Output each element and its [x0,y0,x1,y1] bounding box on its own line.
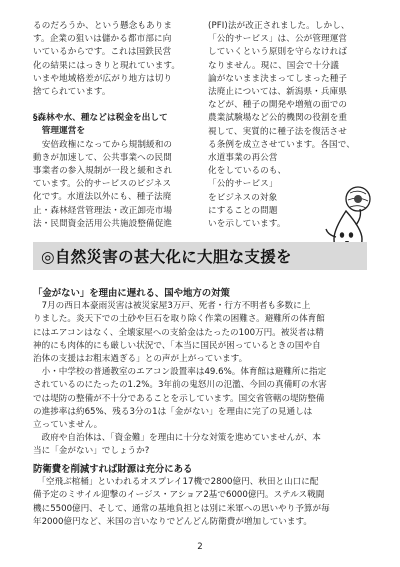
text-line: 機に5500億円、そして、通常の基地負担とは別に米軍への思いやり予算が毎 [33,503,330,514]
text-line: の進捗率は約65%、残る3分の1は「金がない」を理由に完了の見通しは [33,406,313,417]
text-line: 法・民間資金活用公共施設整備促進 [33,218,173,229]
text-line: 当に「金がない」でしょうか? [33,446,150,457]
item-heading-forest-water-seeds [33,112,198,138]
text-line: 止・森林経営管理法・改正卸売市場 [33,205,173,216]
text-line: いているからです。これは国鉄民営 [33,47,172,58]
text-line: 事業者の参入規制が一段と緩和され [33,166,173,177]
text-line: 農業試験場など公的機関の役割を重 [208,113,348,124]
section-banner [33,242,367,270]
text-line: 化をしているのも、 [208,166,287,177]
text-line: 治体の支援はお粗末過ぎる」との声が上がっています。 [33,354,248,365]
text-line: では堤防の整備が不十分であることを示しています。国交省管轄の堤防整備 [33,393,325,404]
text-line: 法廃止については、新潟県・兵庫県 [208,87,347,98]
text-line: 化です。水道法以外にも、種子法廃 [33,192,172,203]
text-line: されているのにたったの1.2%。3年前の鬼怒川の氾濫、今回の真備町の水害 [33,380,327,391]
text-line: 視して、実質的に種子法を復活させ [208,126,347,137]
text-line: 備予定のミサイル迎撃のイージス・アショア2基で6000億円。ステルス戦闘 [33,490,325,501]
text-line: 安倍政権になってから規制緩和の [33,139,173,150]
item-body-paragraph [33,139,198,231]
right-paragraph [208,20,373,152]
section-body [33,476,367,529]
text-line: りました。炎天下での土砂や巨石を取り除く作業の困難さ。避難所の体育館 [33,314,325,325]
page-number: 2 [197,542,203,552]
text-line: 論がないまま決まってしまった種子 [208,73,348,84]
text-line: いまや地域格差が広がり地方は切り [33,73,173,84]
section-defense-budget [33,463,367,529]
text-line: 動きが加速して、公共事業への民間 [33,152,172,163]
text-line: などが、種子の開発や増殖の面での [208,100,348,111]
text-line: 「空飛ぶ棺桶」といわれるオスプレイ17機で2800億円、秋田と山口に配 [33,477,319,488]
text-line: にすることの問題 [208,205,278,216]
left-intro-paragraph [33,20,198,99]
text-line: 水道事業の再公営 [208,153,278,164]
text-line: にはエアコンはなく、全壊家屋への支給金はたったの100万円。被災者は精 [33,327,324,338]
text-line: (PFI)法が改正されました。しかし、 [208,21,350,31]
text-line: す。企業の狙いは儲かる都市部に向 [33,34,172,45]
text-line: 「公的サービス」 [208,179,278,190]
text-line: いを示しています。 [208,219,286,230]
text-line: 7月の西日本豪雨災害は被災家屋3万戸、死者・行方不明者も多数に上 [33,301,311,312]
text-line: 管理運営を [33,126,86,137]
text-line: をビジネスの対象 [208,192,278,203]
left-column [33,20,198,231]
text-line: していくという原則を守らなければ [208,47,348,58]
text-line: ています。公的サービスのビジネス [33,179,172,190]
section-disaster-funding [33,287,367,459]
text-line: 神的にも肉体的にも厳しい状況で、「本当に国民が困っているときの国や自 [33,340,321,351]
text-line: 捨てられています。 [33,87,111,98]
text-line: る条例を成立させています。各国で、 [208,139,355,150]
text-line: §森林や水、種などは税金を出して [33,113,168,124]
text-line: 小・中学校の普通教室のエアコン設置率は49.6%。体育館は避難所に指定 [33,367,327,378]
text-line: 立っていません。 [33,420,103,431]
text-line: 「公的サービス」は、公が管理運営 [208,34,348,45]
text-line: 年2000億円など、米国の言いなりでどんどん防衛費が増加しています。 [33,516,312,527]
text-line: なりません。現に、国会で十分議 [208,60,339,71]
section-heading: 防衛費を削減すれば財源は充分にある [33,464,193,475]
text-line: るのだろうか、という懸念もありま [33,21,173,31]
section-body [33,300,367,458]
text-line: 化の結果にはっきりと現れています。 [33,60,181,71]
text-line: 政府や自治体は、「資金難」を理由に十分な対策を進めていませんが、本 [33,433,321,444]
section-heading: 「金がない」を理由に遅れる、国や地方の対策 [33,288,230,299]
banner-title: ◎自然災害の甚大化に大胆な支援を [41,248,292,266]
